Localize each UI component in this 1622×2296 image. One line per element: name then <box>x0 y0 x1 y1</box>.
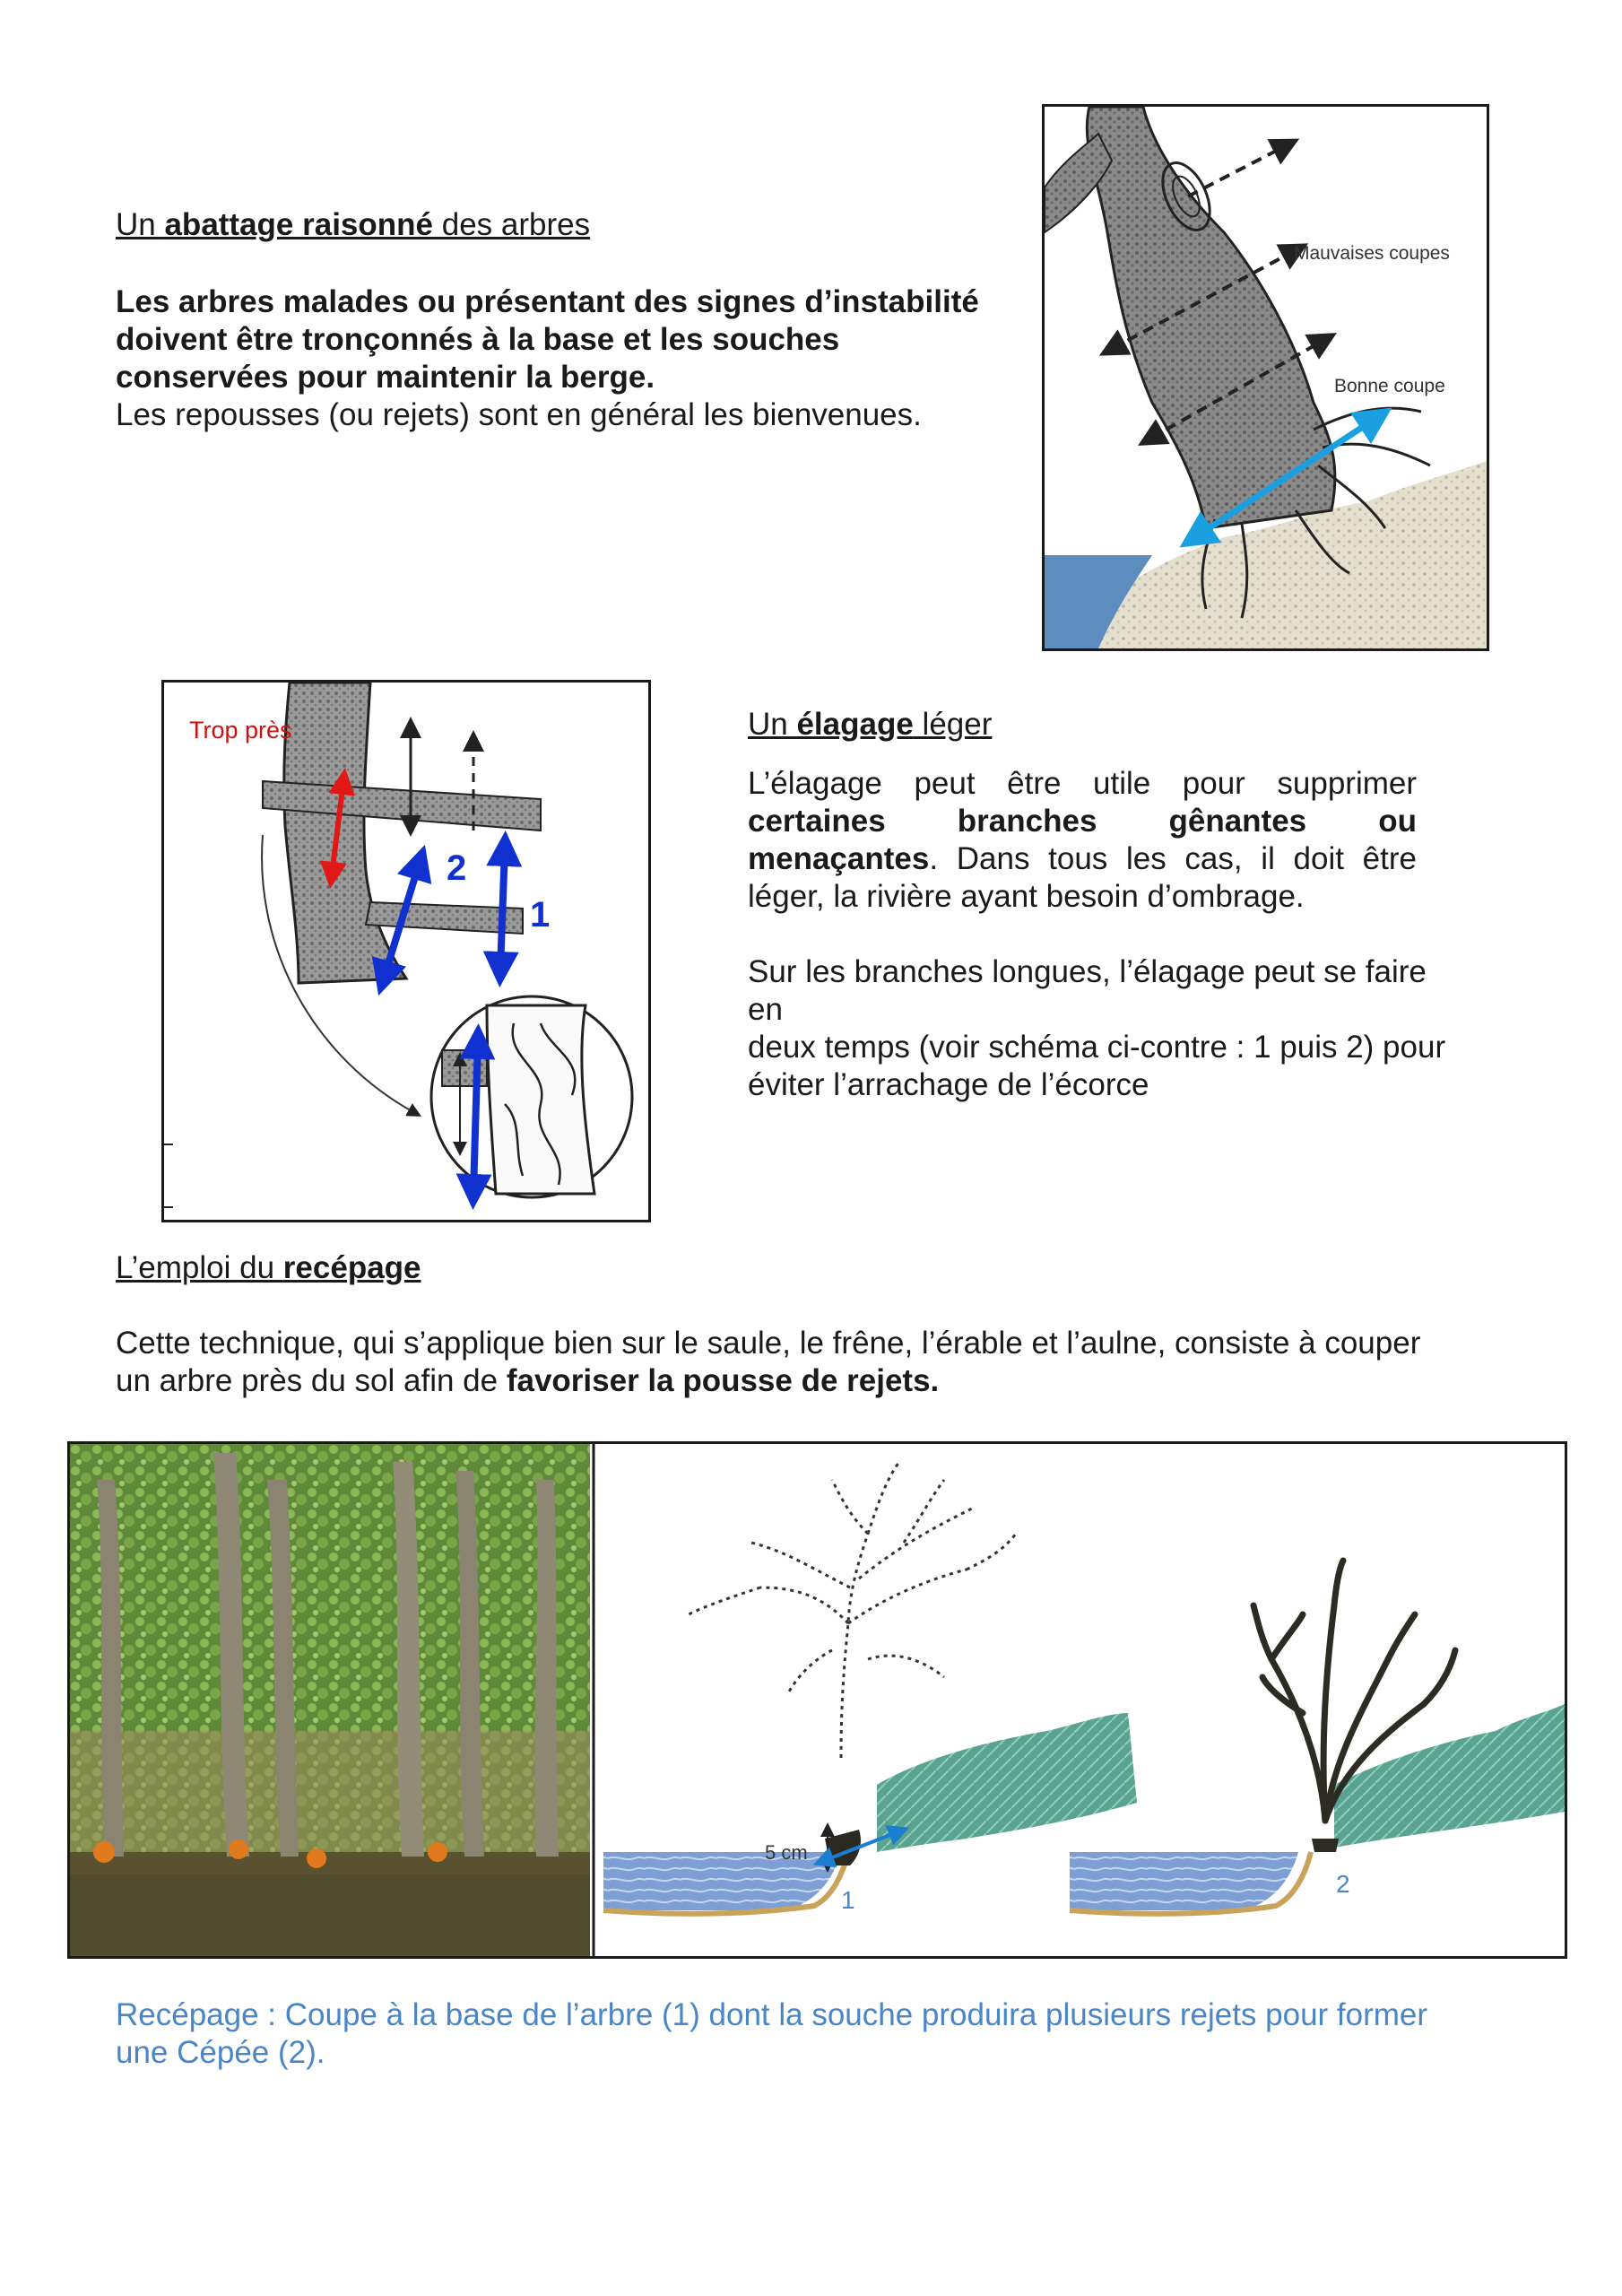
cut-1-arrow <box>500 848 505 970</box>
section2-p1-bold-b: menaçantes <box>748 841 930 876</box>
section2-p2-line3: éviter l’arrachage de l’écorce <box>748 1067 1149 1102</box>
section3-p-line2-bold: favoriser la pousse de rejets. <box>506 1363 940 1398</box>
section1-heading-post: des arbres <box>433 207 591 242</box>
section3-p-line2-pre: un arbre près du sol afin de <box>116 1363 507 1398</box>
section1-heading-pre: Un <box>116 207 165 242</box>
section3-p-line1: Cette technique, qui s’applique bien sur le saule, le frêne, l’érable et l’aulne, consiste à couper <box>116 1326 1421 1361</box>
coppice-photo <box>70 1444 590 1956</box>
section1-normal-line: Les repousses (ou rejets) sont en général les bienvenues. <box>116 397 922 432</box>
section2-heading <box>748 706 992 744</box>
section1-bold-line2: doivent être tronçonnés à la base et les souches <box>116 322 840 357</box>
label-good-cut: Bonne coupe <box>1334 376 1445 396</box>
label-step-1: 1 <box>841 1886 855 1914</box>
section2-paragraph2 <box>748 953 1465 1104</box>
figure-coppice <box>67 1441 1567 1959</box>
section3-paragraph <box>116 1325 1550 1400</box>
figure-pruning-diagram <box>161 680 651 1222</box>
label-bad-cuts: Mauvaises coupes <box>1294 243 1450 264</box>
section1-bold-line1: Les arbres malades ou présentant des signes d’instabilité <box>116 284 979 319</box>
section1-bold-line3: conservées pour maintenir la berge. <box>116 360 655 395</box>
label-cut-2: 2 <box>447 848 467 888</box>
section2-p1-rest-b: . Dans tous les cas, il doit être <box>929 841 1417 876</box>
section2-heading-post: léger <box>913 707 993 742</box>
section2-paragraph1 <box>748 765 1417 916</box>
figure-tree-cut-diagram <box>1042 104 1489 651</box>
section2-heading-bold: élagage <box>796 707 914 742</box>
section1-heading <box>116 206 590 244</box>
label-too-close: Trop près <box>189 717 292 744</box>
coppice-illustration <box>70 1444 1565 1956</box>
tree-cut-illustration <box>1045 107 1487 648</box>
inset-cut-arrow <box>473 1041 478 1192</box>
section1-paragraph <box>116 283 1021 434</box>
section2-p1-line4: léger, la rivière ayant besoin d’ombrage. <box>748 879 1305 914</box>
label-5cm: 5 cm <box>765 1841 808 1864</box>
label-cut-1: 1 <box>530 895 551 935</box>
pruning-illustration <box>164 683 648 1220</box>
section3-heading <box>116 1249 421 1287</box>
section2-p2-line1: Sur les branches longues, l’élagage peut se faire en <box>748 954 1427 1027</box>
section1-heading-bold: abattage raisonné <box>164 207 434 242</box>
caption-line2: une Cépée (2). <box>116 2035 325 2070</box>
section2-p2-line2: deux temps (voir schéma ci-contre : 1 puis 2) pour <box>748 1030 1446 1065</box>
caption-line1: Recépage : Coupe à la base de l’arbre (1) dont la souche produira plusieurs rejets pour former <box>116 1997 1428 2032</box>
section2-p1-line1: L’élagage peut être utile pour supprimer <box>748 766 1417 801</box>
section3-heading-pre: L’emploi du <box>116 1250 283 1285</box>
bad-cut-arrow <box>1188 145 1287 196</box>
coppice-diagram <box>595 1444 1565 1956</box>
figure-caption <box>116 1996 1568 2072</box>
section3-heading-bold: recépage <box>282 1250 421 1285</box>
section2-heading-pre: Un <box>748 707 797 742</box>
section2-p1-bold-a: certaines branches gênantes ou <box>748 804 1417 839</box>
pruning-trunk <box>284 683 406 983</box>
label-step-2: 2 <box>1336 1870 1350 1898</box>
